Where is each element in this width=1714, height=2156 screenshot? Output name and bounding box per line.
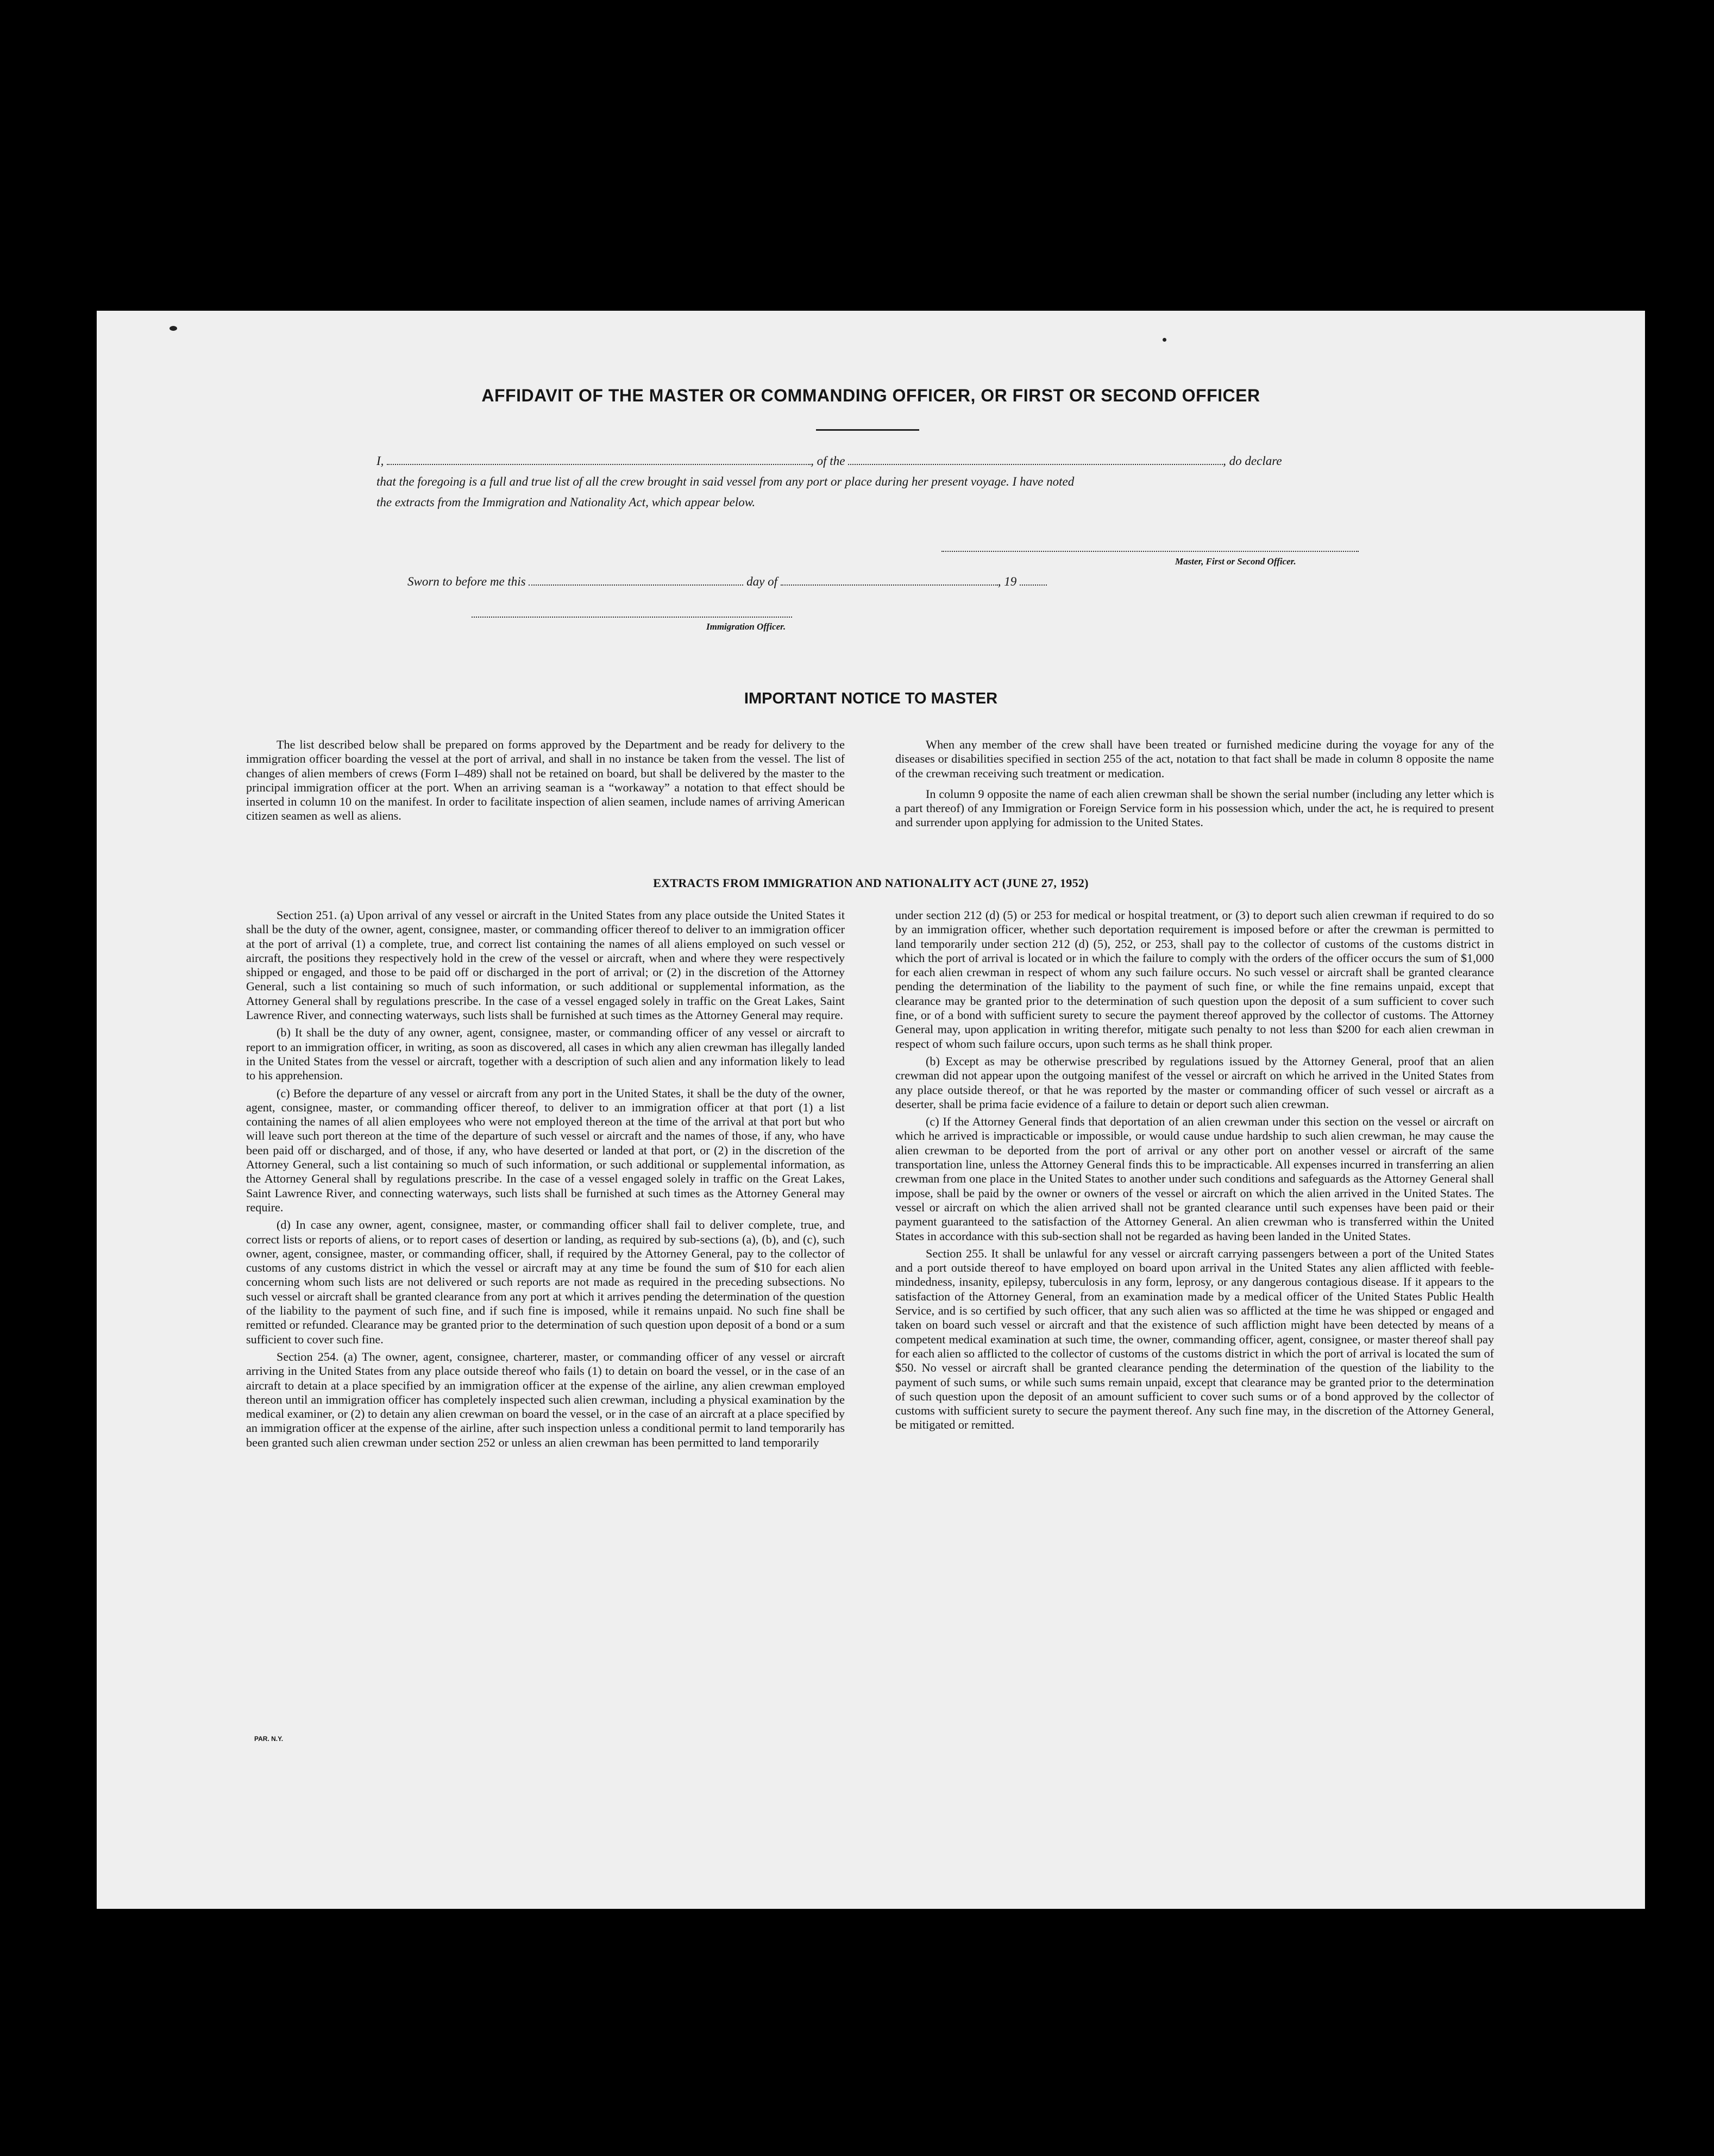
extract-paragraph: Section 251. (a) Upon arrival of any vessel or aircraft in the United States from any place outside the United States it shall be the duty of the owner, agent, consignee, master, or commanding officer thereof to deliver to an immigration officer at the port of arrival (1) a complete, true, and correct list containing the names of all aliens employed on such vessel or aircraft, the positions they respectively hold in the crew of the vessel or aircraft, when and where they were respectively shipped or engaged, and those to be paid off or discharged in the port of arrival; or (2) in the discretion of the Attorney General, such a list containing so much of such information, or such additional or supplemental information, as the Attorney General shall by regulations prescribe. In the case of a vessel engaged solely in traffic on the Great Lakes, Saint Lawrence River, and connecting waterways, such lists shall be furnished at such times as the Attorney General may require. <box>246 908 845 1022</box>
printer-mark: PAR. N.Y. <box>254 1735 284 1743</box>
declaration-line-2: that the foregoing is a full and true list of all the crew brought in said vessel from any port or place during her present voyage. I have noted <box>376 475 1075 488</box>
vessel-blank <box>848 453 1223 465</box>
year-text: , 19 <box>997 575 1017 588</box>
extract-paragraph: Section 254. (a) The owner, agent, consignee, charterer, master, or commanding officer of any vessel or aircraft arriving in the United States from any place outside thereof who fails (1) to detain on board the vessel, or in the case of an aircraft to detain at a place specified by an immigration officer at the expense of the airline, any alien crewman employed thereon until an immigration officer has completely inspected such alien crewman, including a physical examination by the medical examiner, or (2) to detain any alien crewman on board the vessel, or in the case of an aircraft at a place specified by an immigration officer at the expense of the airline, after such inspection unless a conditional permit to land temporarily has been granted such alien crewman under section 252 or unless an alien crewman has been permitted to land temporarily <box>246 1349 845 1449</box>
immigration-officer-label: Immigration Officer. <box>706 621 786 632</box>
extract-paragraph: Section 255. It shall be unlawful for any vessel or aircraft carrying passengers between a port of the United States and a port outside thereof to have employed on board upon arrival in the United States any alien afflicted with feeble-mindedness, insanity, epilepsy, tuberculosis in any form, leprosy, or any dangerous contagious disease. If it appears to the satisfaction of the Attorney General, from an examination made by a medical officer of the United States Public Health Service, and is so certified by such officer, that any such alien was so afflicted at the time he was shipped or engaged and taken on board such vessel or aircraft and that the existence of such affliction might have been detected by means of a competent medical examination at such time, the owner, commanding officer, agent, consignee, or master thereof shall pay for each alien so afflicted to the collector of customs of the customs district in which the port of arrival is located the sum of $50. No vessel or aircraft shall be granted clearance pending the determination of the question of the liability to the payment of such sums, or while such sums remain unpaid, except that clearance may be granted prior to the determination of such question upon the deposit of an amount sufficient to cover such sums or of a bond approved by the collector of customs with sufficient surety to secure the payment thereof. Any such fine may, in the discretion of the Attorney General, be mitigated or remitted. <box>895 1246 1494 1432</box>
document-page <box>97 311 1645 1909</box>
affidavit-title: AFFIDAVIT OF THE MASTER OR COMMANDING OFFICER, OR FIRST OR SECOND OFFICER <box>481 386 1260 405</box>
decl-of-the: , of the <box>811 454 845 468</box>
notice-paragraph: When any member of the crew shall have been treated or furnished medicine during the voyage for any of the diseases or disabilities specified in section 255 of the act, notation to that fact shall be made in column 8 opposite the name of the crewman receiving such treatment or medication. <box>895 738 1494 780</box>
notice-left-column <box>246 738 845 824</box>
extract-paragraph: (c) Before the departure of any vessel or aircraft from any port in the United States, it shall be the duty of the owner, agent, consignee, master, or commanding officer thereof, to deliver to an immigration officer at that port (1) a list containing the names of all alien employees who were not employed thereon at the time of the arrival at that port but who will leave such port thereon at the time of the departure of such vessel or aircraft and the names of those, if any, who have been paid off or discharged, and of those, if any, who have deserted or landed at that port, or (2) in the discretion of the Attorney General, such a list containing so much of such information, or such additional or supplemental information, as the Attorney General shall by regulations prescribe. In the case of a vessel engaged solely in traffic on the Great Lakes, Saint Lawrence River, and connecting waterways, such lists shall be furnished at such times as the Attorney General may require. <box>246 1086 845 1214</box>
extract-paragraph: (d) In case any owner, agent, consignee, master, or commanding officer shall fail to deliver complete, true, and correct lists or reports of aliens, or to report cases of desertion or landing, as required by sub-sections (a), (b), and (c), such owner, agent, consignee, master, or commanding officer, shall, if required by the Attorney General, pay to the collector of customs of any customs district in which the vessel or aircraft may at any time be found the sum of $10 for each alien concerning whom such lists are not delivered or such reports are not made as required in the preceding subsections. No such vessel or aircraft shall be granted clearance from any port at which it arrives pending the determination of the question of the liability to the payment of such fine, and if such fine is imposed, while it remains unpaid. No such fine shall be remitted or refunded. Clearance may be granted prior to the determination of such question upon deposit of a bond or a sum sufficient to cover such fine. <box>246 1218 845 1346</box>
notice-title: IMPORTANT NOTICE TO MASTER <box>744 690 998 707</box>
ink-speck <box>1163 338 1166 342</box>
day-of-text: day of <box>746 575 777 588</box>
sworn-line <box>407 571 1222 592</box>
ink-speck <box>169 326 177 331</box>
decl-do-declare: , do declare <box>1223 454 1282 468</box>
extracts-left-column <box>246 908 845 1450</box>
master-signature-line <box>941 551 1359 552</box>
sworn-month-blank <box>781 574 998 586</box>
sworn-text: Sworn to before me this <box>407 575 526 588</box>
master-signature-label: Master, First or Second Officer. <box>1175 556 1296 567</box>
extracts-right-column <box>895 908 1494 1432</box>
declaration-line-1 <box>376 451 1367 472</box>
notice-paragraph: In column 9 opposite the name of each alien crewman shall be shown the serial number (including any letter which is a part thereof) of any Immigration or Foreign Service form in his possession which, under the act, he is required to present and surrender upon applying for admission to the United States. <box>895 787 1494 829</box>
extract-paragraph: (b) It shall be the duty of any owner, agent, consignee, master, or commanding officer of any vessel or aircraft to report to an immigration officer, in writing, as soon as discovered, all cases in which any alien crewman has illegally landed in the United States from the vessel or aircraft, together with a description of such alien and any information likely to lead to his apprehension. <box>246 1026 845 1083</box>
extract-paragraph: (c) If the Attorney General finds that deportation of an alien crewman under this section on the vessel or aircraft on which he arrived is impracticable or impossible, or would cause undue hardship to such alien crewman, he may cause the alien crewman to be deported from the port of arrival or any other port on another vessel or aircraft of the same transportation line, unless the Attorney General finds this to be impracticable. All expenses incurred in transferring an alien crewman from one place in the United States to another under such conditions and safeguards as the Attorney General shall impose, shall be paid by the owner or owners of the vessel or aircraft on which the alien arrived in the United States. The vessel or aircraft on which the alien arrived shall not be granted clearance until such expenses have been paid or their payment guaranteed to the satisfaction of the Attorney General. An alien crewman who is transferred within the United States in accordance with this sub-section shall not be regarded as having been landed in the United States. <box>895 1115 1494 1243</box>
extract-paragraph: under section 212 (d) (5) or 253 for medical or hospital treatment, or (3) to deport such alien crewman if required to do so by an immigration officer, whether such deportation requirement is imposed before or after the crewman is permitted to land temporarily under section 212 (d) (5), 252, or 253, shall pay to the collector of customs of the customs district in which the port of arrival is located or in which the failure to comply with the orders of the officer occurs the sum of $1,000 for each alien crewman in respect of whom any such failure occurs. No such vessel or aircraft shall be granted clearance pending the determination of the liability to the payment of such fine, or while the fine remains unpaid, except that clearance may be granted prior to the determination of such question upon the deposit of a sum sufficient to cover such fine, or of a bond with sufficient surety to secure the payment thereof approved by the collector of customs. The Attorney General may, upon application in writing therefor, mitigate such penalty to not less than $200 for each alien crewman in respect of whom such failure occurs, upon such terms as he shall think proper. <box>895 908 1494 1051</box>
declaration-line-3: the extracts from the Immigration and Nationality Act, which appear below. <box>376 495 756 509</box>
decl-i: I, <box>376 454 384 468</box>
sworn-day-blank <box>529 574 743 586</box>
notice-paragraph: The list described below shall be prepared on forms approved by the Department and be ready for delivery to the immigration officer boarding the vessel at the port of arrival, and shall in no instance be taken from the vessel. The list of changes of alien members of crews (Form I–489) shall not be retained on board, but shall be delivered by the master to the principal immigration officer at the port. When an arriving seaman is a “workaway” a notation to that effect should be inserted in column 10 on the manifest. In order to facilitate inspection of alien seamen, include names of arriving American citizen seamen as well as aliens. <box>246 738 845 823</box>
immigration-officer-signature-line <box>472 617 792 618</box>
sworn-year-blank <box>1020 574 1047 586</box>
notice-right-column <box>895 738 1494 830</box>
extract-paragraph: (b) Except as may be otherwise prescribed by regulations issued by the Attorney General, proof that an alien crewman did not appear upon the outgoing manifest of the vessel or aircraft on which he arrived in the United States from any place outside thereof, or that he was reported by the master or commanding officer of such vessel or aircraft as a deserter, shall be prima facie evidence of a failure to detain or deport such alien crewman. <box>895 1054 1494 1111</box>
extracts-title: EXTRACTS FROM IMMIGRATION AND NATIONALITY ACT (JUNE 27, 1952) <box>653 876 1089 890</box>
name-blank <box>387 453 811 465</box>
title-rule <box>816 429 919 431</box>
